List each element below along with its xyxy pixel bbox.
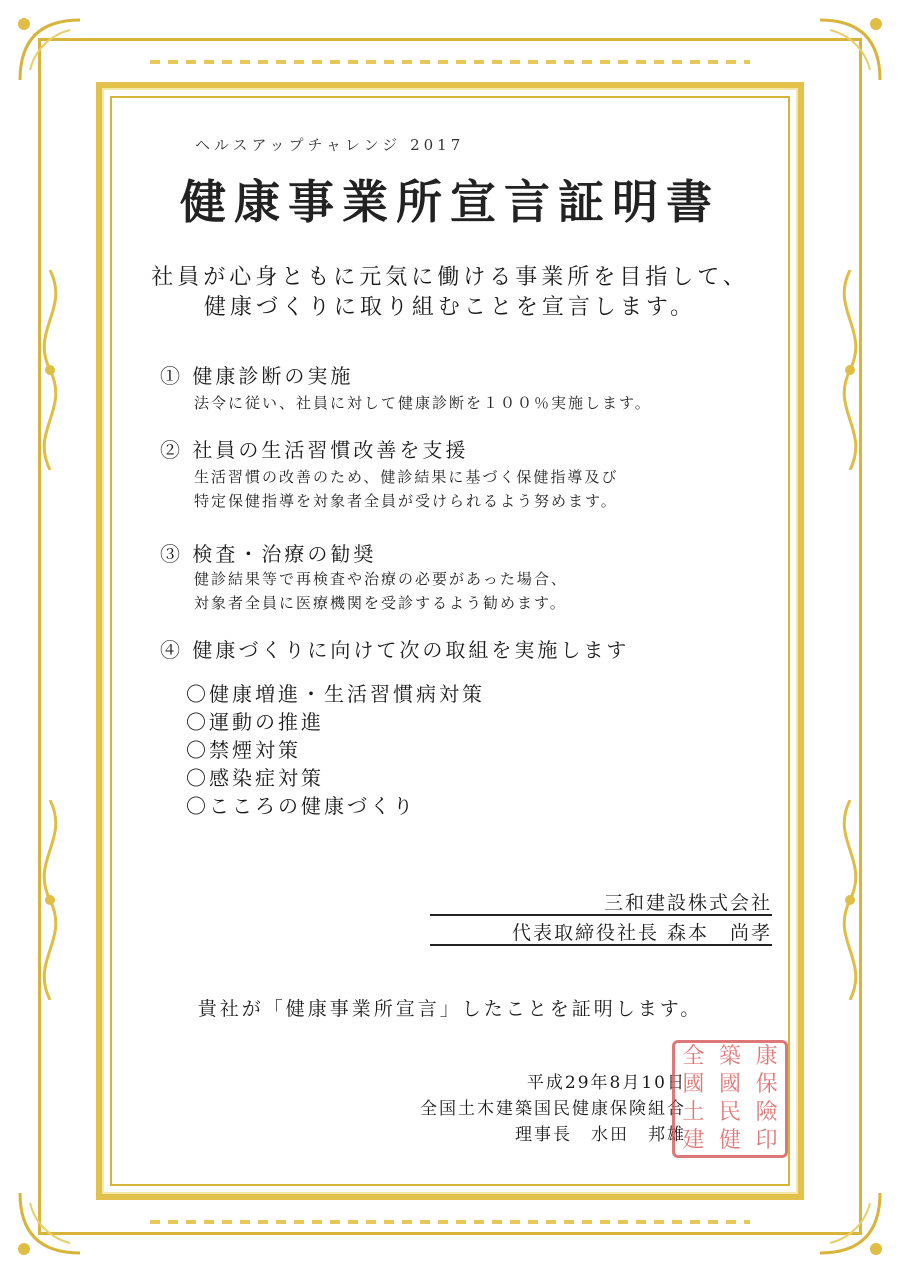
company-representative: 代表取締役社長 森本 尚孝 — [511, 922, 772, 944]
bead-chain-top — [150, 52, 750, 62]
corner-ornament-top-right — [810, 10, 890, 90]
initiative-item: 〇健康増進・生活習慣病対策 — [186, 682, 485, 706]
item-heading: ① 健康診断の実施 — [160, 364, 354, 388]
item-body-line: 対象者全員に医療機関を受診するよう勧めます。 — [194, 594, 567, 612]
item-body-line: 生活習慣の改善のため、健診結果に基づく保健指導及び — [194, 468, 619, 486]
scroll-ornament-left-lower — [30, 800, 70, 1000]
issue-date: 平成29年8月10日 — [526, 1073, 686, 1093]
underline — [430, 944, 772, 946]
scroll-ornament-right-lower — [830, 800, 870, 1000]
issuer-director: 理事長 水田 邦雄 — [515, 1125, 686, 1145]
item-body-line: 特定保健指導を対象者全員が受けられるよう努めます。 — [194, 492, 618, 510]
initiative-item: 〇禁煙対策 — [186, 738, 301, 762]
certificate-title: 健康事業所宣言証明書 — [180, 175, 720, 229]
item-heading: ④ 健康づくりに向けて次の取組を実施します — [160, 638, 630, 662]
scroll-ornament-right-upper — [830, 270, 870, 470]
intro-line-2: 健康づくりに取り組むことを宣言します。 — [203, 295, 697, 320]
intro-line-1: 社員が心身ともに元気に働ける事業所を目指して、 — [151, 265, 749, 290]
item-heading: ② 社員の生活習慣改善を支援 — [160, 438, 469, 462]
corner-ornament-bottom-left — [10, 1183, 90, 1263]
corner-ornament-top-left — [10, 10, 90, 90]
company-name: 三和建設株式会社 — [603, 892, 772, 914]
corner-ornament-bottom-right — [810, 1183, 890, 1263]
item-heading: ③ 検査・治療の勧奨 — [160, 542, 377, 566]
bead-chain-bottom — [150, 1212, 750, 1222]
certification-statement: 貴社が「健康事業所宣言」したことを証明します。 — [197, 998, 703, 1020]
scroll-ornament-left-upper — [30, 270, 70, 470]
issuer-organization: 全国土木建築国民健康保険組合 — [420, 1099, 686, 1119]
item-body-line: 健診結果等で再検査や治療の必要があった場合、 — [194, 570, 568, 588]
initiative-item: 〇感染症対策 — [186, 766, 324, 790]
subtitle: ヘルスアップチャレンジ 2017 — [195, 136, 465, 154]
initiative-item: 〇運動の推進 — [186, 710, 324, 734]
initiative-item: 〇こころの健康づくり — [186, 794, 416, 818]
item-body-line: 法令に従い、社員に対して健康診断を１００％実施します。 — [194, 394, 652, 412]
official-seal-stamp: 全 築 康 國 國 保 土 民 險 建 健 印 — [672, 1040, 788, 1158]
underline — [430, 914, 772, 916]
